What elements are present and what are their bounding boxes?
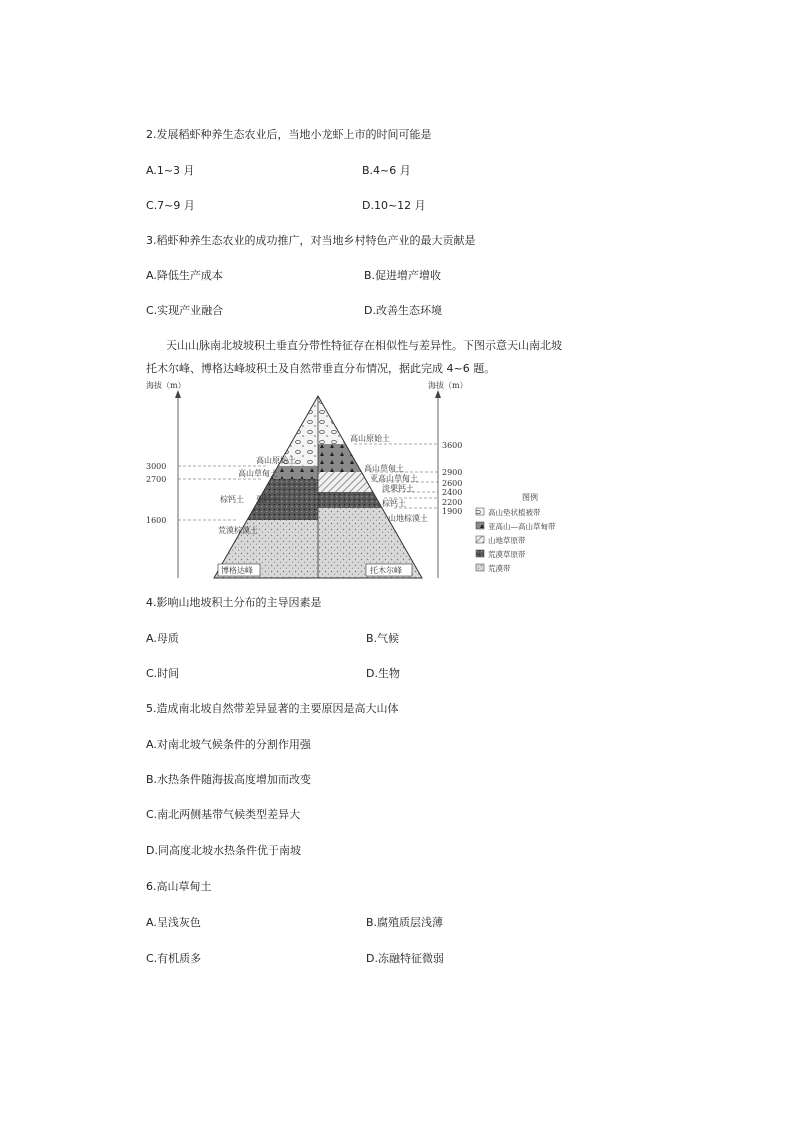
question-3-option-c: C.实现产业融合 [146,304,224,317]
peak-tomur: 托木尔峰 [370,566,402,575]
question-4-stem: 4.影响山地坡积土分布的主导因素是 [146,596,322,609]
right-tick-1900: 1900 [442,507,463,516]
right-tick-2900: 2900 [442,468,463,477]
left-soil-chestnut: 栗钙土 [256,495,280,504]
dark-dotted-pattern-icon [476,550,484,557]
right-axis-label: 海拔（m） [428,381,468,390]
right-soil-alpine-meadow: 高山草甸土 [364,464,404,473]
question-6-stem: 6.高山草甸土 [146,880,212,893]
right-soil-brown-calcic: 棕钙土 [382,499,406,508]
left-tick-2700: 2700 [146,475,167,484]
right-tick-3600: 3600 [442,441,463,450]
right-axis-arrow-icon [435,390,441,398]
intro-line-1: 天山山脉南北坡坡积土垂直分带性特征存在相似性与差异性。下图示意天山南北坡 [166,339,562,352]
question-3-stem: 3.稻虾种养生态农业的成功推广，对当地乡村特色产业的最大贡献是 [146,234,476,247]
right-tick-2200: 2200 [442,498,463,507]
light-dotted-pattern-icon [476,564,484,571]
question-5-option-a: A.对南北坡气候条件的分割作用强 [146,738,311,751]
legend-item-2: 亚高山—高山草甸带 [488,522,556,531]
legend-item-3: 山地草原带 [488,536,526,545]
left-band-cushion [138,378,318,466]
question-3-option-b: B.促进增产增收 [364,269,442,282]
right-tick-2400: 2400 [442,488,463,497]
left-tick-3000: 3000 [146,462,167,471]
left-axis-arrow-icon [175,390,181,398]
left-soil-brown-calcic: 棕钙土 [220,495,244,504]
right-soil-light-chestnut: 淡栗钙土 [382,484,414,493]
question-5-option-d: D.同高度北坡水热条件优于南坡 [146,844,301,857]
legend-item-1: 高山垫状植被带 [488,508,541,517]
question-5-option-c: C.南北两侧基带气候类型差异大 [146,808,301,821]
intro-line-2: 托木尔峰、博格达峰坡积土及自然带垂直分布情况，据此完成 4~6 题。 [146,362,496,375]
right-soil-subalpine-meadow: 亚高山草甸土 [370,474,418,483]
peak-bogda: 博格达峰 [221,566,253,575]
question-4-option-c: C.时间 [146,667,180,680]
question-2-option-d: D.10~12 月 [362,199,426,212]
question-3-option-a: A.降低生产成本 [146,269,223,282]
question-6-option-c: C.有机质多 [146,952,202,965]
question-2-option-b: B.4~6 月 [362,164,411,177]
question-6-option-b: B.腐殖质层浅薄 [366,916,444,929]
meadow-pattern-icon [476,522,484,529]
question-4-option-d: D.生物 [366,667,400,680]
question-6-option-d: D.冻融特征微弱 [366,952,444,965]
question-2-option-c: C.7~9 月 [146,199,195,212]
right-tick-2600: 2600 [442,479,463,488]
left-soil-desert-brown: 荒漠棕漠土 [218,526,258,535]
legend-title: 图例 [522,493,538,502]
legend-item-4: 荒漠草原带 [488,550,526,559]
question-2-stem: 2.发展稻虾种养生态农业后，当地小龙虾上市的时间可能是 [146,128,432,141]
question-5-option-b: B.水热条件随海拔高度增加而改变 [146,773,312,786]
question-4-option-a: A.母质 [146,632,179,645]
right-soil-mountain-desert-brown: 山地棕漠土 [388,514,428,523]
hatch-pattern-icon [476,536,484,543]
left-soil-alpine-primitive: 高山原始土 [256,456,296,465]
left-axis-label: 海拔（m） [146,381,186,390]
cushion-pattern-icon [476,508,484,515]
question-3-option-d: D.改善生态环境 [364,304,442,317]
right-soil-alpine-primitive: 高山原始土 [350,434,390,443]
question-6-option-a: A.呈浅灰色 [146,916,201,929]
left-tick-1600: 1600 [146,516,167,525]
question-2-option-a: A.1~3 月 [146,164,195,177]
soil-zonation-figure [138,378,598,584]
question-5-stem: 5.造成南北坡自然带差异显著的主要原因是高大山体 [146,702,399,715]
legend-item-5: 荒漠带 [488,564,511,573]
question-4-option-b: B.气候 [366,632,400,645]
left-soil-alpine-meadow: 高山草甸土 [238,469,278,478]
figure-legend [476,492,556,573]
